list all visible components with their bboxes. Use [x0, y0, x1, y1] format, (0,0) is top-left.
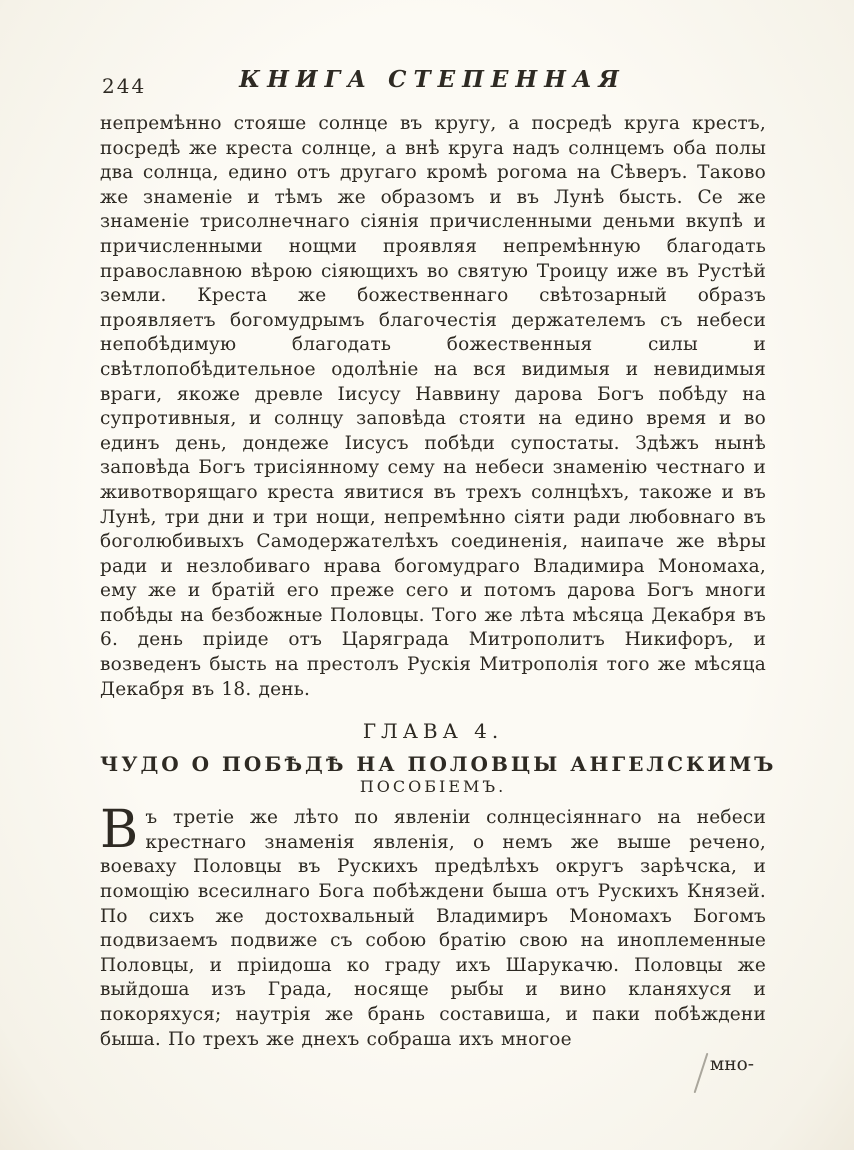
page-header	[100, 66, 765, 100]
paragraph-2	[100, 800, 766, 1052]
chapter-heading: ГЛАВА 4.	[362, 719, 504, 744]
chapter-title-line2: ПОСОБІЕМЪ.	[359, 777, 507, 797]
running-title: КНИГА СТЕПЕННАЯ	[239, 66, 626, 93]
text-block	[100, 112, 777, 1077]
catchword: мно-	[709, 1054, 754, 1076]
paragraph-2-text: ъ третіе же лѣто по явленіи солнцесіяннаго на небеси крестнаго знаменія явленія, о немъ же выше речено, воеваху Половцы въ Рускихъ предѣлѣхъ округъ зарѣчска, и помощію всесилнаго Бога побѣждени быша отъ Рускихъ Князей. По сихъ же достохвальный Владимиръ Мономахъ Богомъ подвизаемъ подвиже съ собою братію свою на иноплеменные Половцы, и пріидоша ко граду ихъ Шарукачю. Половцы же выйдоша изъ Града, носяще рыбы и вино кланяхуся и покоряхуся; наутрія же брань составиша, и паки побѣждени быша. По трехъ же днехъ собраша ихъ многое	[100, 807, 766, 1050]
drop-cap-letter: В	[100, 800, 139, 861]
chapter-title-line1: ЧУДО О ПОБѢДѢ НА ПОЛОВЦЫ АНГЕЛСКИМЪ	[100, 752, 777, 777]
page-number: 244	[102, 74, 147, 98]
paragraph-1: непремѣнно стояше солнце въ кругу, а посредѣ круга крестъ, посредѣ же креста солнце, а внѣ круга надъ солнцемъ оба полы два солнца, едино отъ другаго кромѣ рогома на Сѣверъ. Таково же знаменіе и тѣмъ же образомъ и въ Лунѣ бысть. Се же знаменіе трисолнечнаго сіянія причисленными деньми вкупѣ и причисленными нощми проявляя непремѣнную благодать православною вѣрою сіяющихъ во святую Троицу иже въ Рустѣй земли. Креста же божественнаго свѣтозарный образъ проявляетъ богомудрымъ благочестія держателемъ съ небеси непобѣдимую благодать божественныя силы и свѣтлопобѣдительное одолѣніе на вся видимыя и невидимыя враги, якоже древле Іисусу Наввину дарова Богъ побѣду на супротивныя, и солнцу заповѣда стояти на едино время и во единъ день, дондеже Іисусъ побѣди супостаты. Здѣжъ нынѣ заповѣда Богъ трисіянному сему на небеси знаменію честнаго и животворящаго креста явитися въ трехъ солнцѣхъ, такоже и въ Лунѣ, три дни и три нощи, непремѣнно сіяти ради любовнаго въ боголюбивыхъ Самодержателѣхъ соединенія, наипаче же вѣры ради и незлобиваго нрава богомудраго Владимира Мономаха, ему же и братій его преже сего и потомъ дарова Богъ многи побѣды на безбожные Половцы. Того же лѣта мѣсяца Декабря въ 6. день пріиде отъ Царяграда Митрополитъ Никифоръ, и возведенъ бысть на престолъ Рускія Митрополія того же мѣсяца Декабря въ 18. день.	[100, 113, 766, 700]
catchword-row	[100, 1053, 766, 1077]
